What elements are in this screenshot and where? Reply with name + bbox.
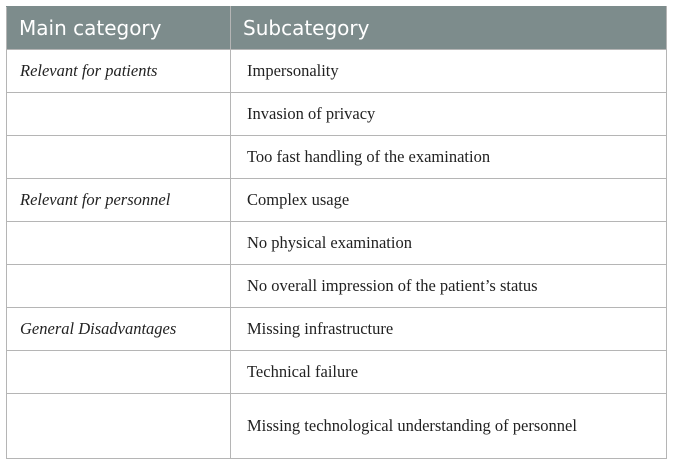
header-main-category: Main category <box>7 7 231 50</box>
categories-table <box>6 6 667 459</box>
subcategory-cell: Missing infrastructure <box>231 308 667 351</box>
main-category-cell <box>7 394 231 459</box>
table-row <box>7 394 667 459</box>
main-category-cell <box>7 93 231 136</box>
subcategory-cell: Technical failure <box>231 351 667 394</box>
table-row <box>7 308 667 351</box>
table-row <box>7 93 667 136</box>
main-category-cell: Relevant for patients <box>7 50 231 93</box>
subcategory-cell: Impersonality <box>231 50 667 93</box>
table-row <box>7 351 667 394</box>
subcategory-cell: Invasion of privacy <box>231 93 667 136</box>
subcategory-cell: No physical examination <box>231 222 667 265</box>
table-header <box>7 7 667 50</box>
main-category-cell <box>7 136 231 179</box>
table-row <box>7 265 667 308</box>
header-subcategory: Subcategory <box>231 7 667 50</box>
table-row <box>7 222 667 265</box>
table-row <box>7 136 667 179</box>
categories-table-container <box>6 6 666 459</box>
table-body <box>7 50 667 459</box>
main-category-cell: Relevant for personnel <box>7 179 231 222</box>
main-category-cell <box>7 351 231 394</box>
main-category-cell <box>7 265 231 308</box>
subcategory-cell: Missing technological understanding of personnel <box>231 394 667 459</box>
header-row <box>7 7 667 50</box>
subcategory-cell: No overall impression of the patient’s status <box>231 265 667 308</box>
main-category-cell: General Disadvantages <box>7 308 231 351</box>
subcategory-cell: Complex usage <box>231 179 667 222</box>
subcategory-cell: Too fast handling of the examination <box>231 136 667 179</box>
table-row <box>7 50 667 93</box>
main-category-cell <box>7 222 231 265</box>
table-row <box>7 179 667 222</box>
